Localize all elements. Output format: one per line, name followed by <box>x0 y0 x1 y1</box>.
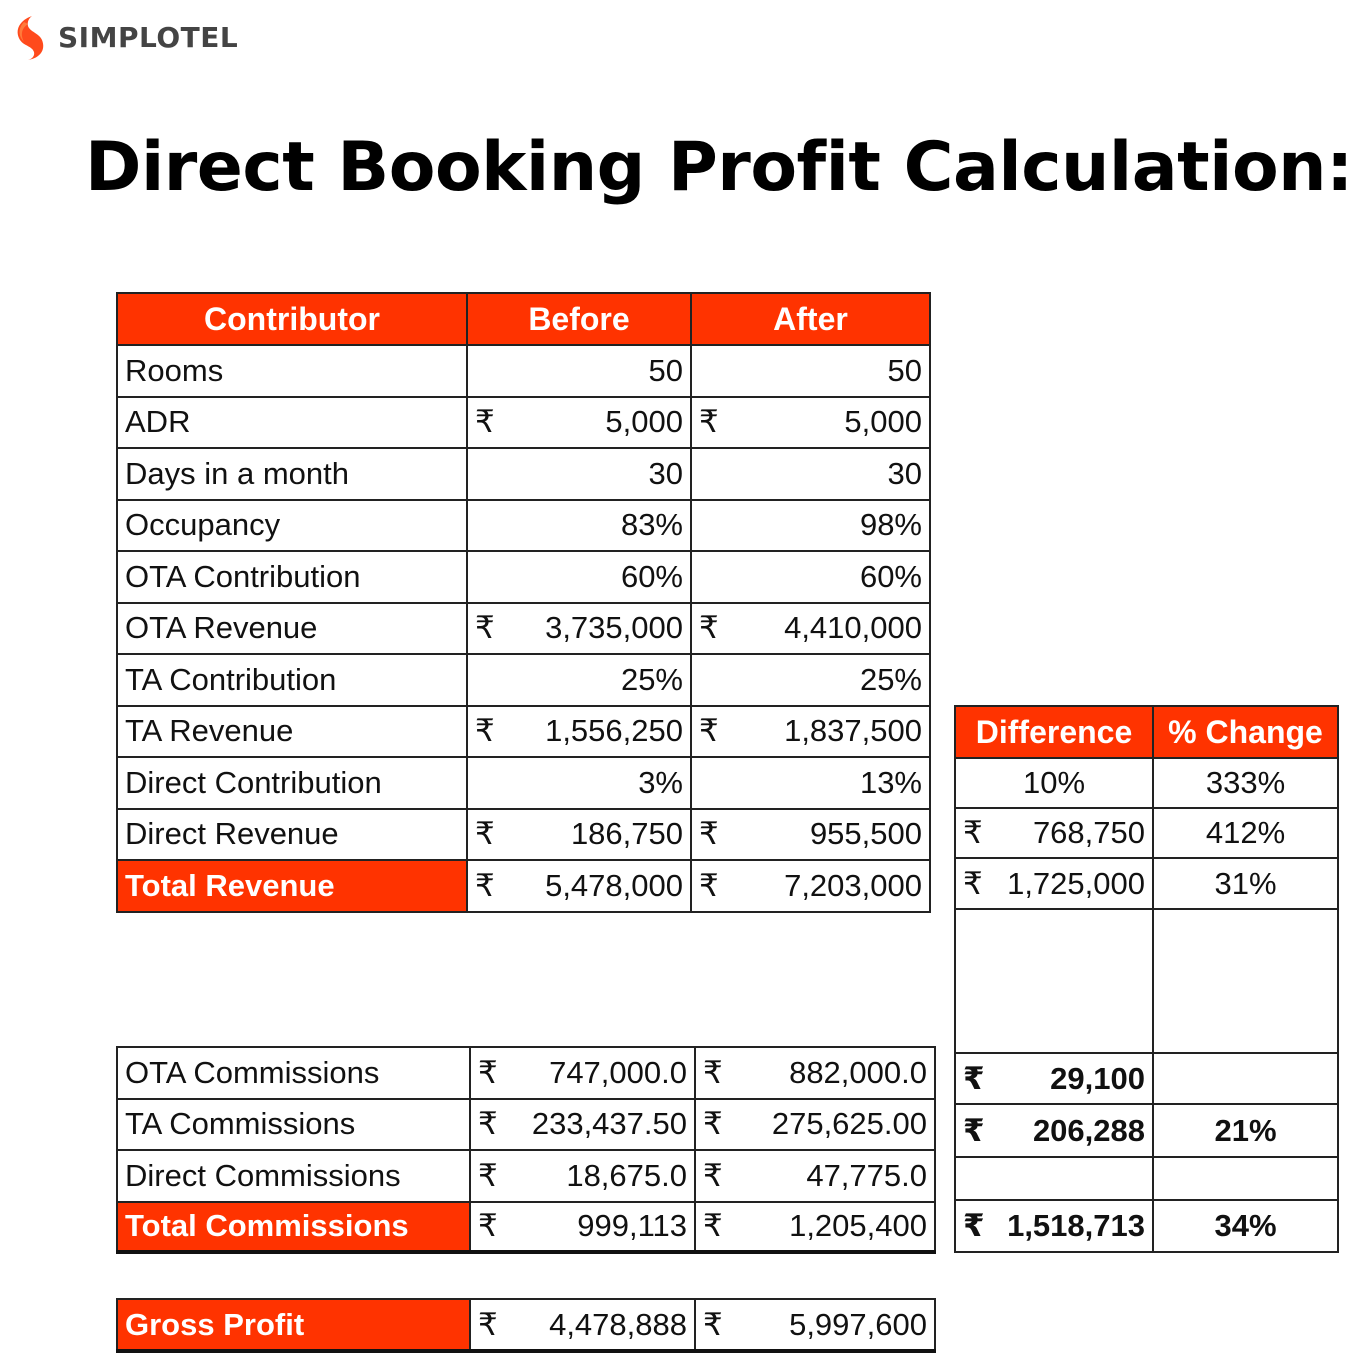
currency-symbol: ₹ <box>703 1157 723 1193</box>
currency-symbol: ₹ <box>963 865 983 901</box>
revenue-row-after <box>691 448 930 500</box>
difference-row <box>955 1053 1338 1104</box>
commission-row <box>117 1150 935 1202</box>
revenue-row-before-value: 3,735,000 <box>545 610 683 646</box>
percent-change-value: 333% <box>1153 758 1338 808</box>
revenue-row-label: Occupancy <box>117 500 467 552</box>
revenue-row-after <box>691 397 930 449</box>
difference-value-value: 206,288 <box>1032 1112 1145 1148</box>
difference-value-content <box>963 1208 1145 1244</box>
commission-row-after <box>695 1150 935 1202</box>
revenue-row-before-content <box>475 662 683 698</box>
revenue-row <box>117 448 930 500</box>
difference-value-content <box>963 1113 1145 1149</box>
revenue-row-before-content <box>475 507 683 543</box>
difference-value <box>955 1104 1153 1157</box>
revenue-row-before-content <box>475 456 683 492</box>
currency-symbol: ₹ <box>703 1208 723 1243</box>
difference-row <box>955 858 1338 909</box>
currency-symbol: ₹ <box>478 1306 498 1342</box>
revenue-row <box>117 500 930 552</box>
revenue-row-after-content <box>699 765 922 801</box>
currency-symbol: ₹ <box>963 815 983 850</box>
commission-row-before-value: 233,437.50 <box>531 1106 687 1142</box>
difference-value <box>955 858 1153 909</box>
total-revenue-row-after-value: 7,203,000 <box>784 867 922 903</box>
revenue-row <box>117 757 930 809</box>
revenue-row-after-content <box>699 662 922 698</box>
gross-profit-row-after <box>695 1299 935 1351</box>
difference-row <box>955 1200 1338 1252</box>
brand-logo <box>10 12 238 62</box>
total-revenue-row-after-content <box>699 868 922 904</box>
total-commissions-row-before-content <box>478 1208 687 1244</box>
total-commissions-row-before-value: 999,113 <box>577 1208 687 1243</box>
revenue-row-before-content <box>475 713 683 749</box>
revenue-row-before-content <box>475 353 683 389</box>
revenue-row-after-value: 4,410,000 <box>784 610 922 646</box>
gross-profit-row-after-value: 5,997,600 <box>789 1306 927 1342</box>
revenue-row-before <box>467 500 691 552</box>
revenue-row <box>117 397 930 449</box>
revenue-row-after-content <box>699 404 922 440</box>
currency-symbol: ₹ <box>963 1208 985 1243</box>
commission-row-after-value: 47,775.0 <box>806 1157 927 1193</box>
revenue-row-after-content <box>699 456 922 492</box>
currency-symbol: ₹ <box>475 867 495 903</box>
revenue-row-before-value: 83% <box>620 507 683 543</box>
commission-row-before-content <box>478 1158 687 1194</box>
revenue-row-after-value: 1,837,500 <box>784 713 922 749</box>
gross-profit-row-before <box>470 1299 695 1351</box>
revenue-row-after-content <box>699 353 922 389</box>
revenue-row-before-content <box>475 404 683 440</box>
header-before: Before <box>467 293 691 345</box>
revenue-row-after-value: 25% <box>859 661 922 697</box>
revenue-row-before-value: 25% <box>620 661 683 697</box>
header-after: After <box>691 293 930 345</box>
commissions-table <box>116 1046 936 1254</box>
revenue-row-after <box>691 551 930 603</box>
percent-change-value: 21% <box>1153 1104 1338 1157</box>
percent-change-value: 31% <box>1153 858 1338 909</box>
revenue-row-label: Direct Revenue <box>117 809 467 861</box>
simplotel-swirl-icon <box>10 12 50 62</box>
currency-symbol: ₹ <box>475 610 495 646</box>
currency-symbol: ₹ <box>699 713 719 749</box>
revenue-row-before-content <box>475 610 683 646</box>
revenue-row-before <box>467 706 691 758</box>
brand-name: SIMPLOTEL <box>58 20 239 54</box>
currency-symbol: ₹ <box>699 867 719 903</box>
difference-row <box>955 1157 1338 1200</box>
revenue-row-after-value: 955,500 <box>809 816 922 852</box>
commission-row-before-value: 747,000.0 <box>549 1054 687 1090</box>
currency-symbol: ₹ <box>699 816 719 852</box>
currency-symbol: ₹ <box>478 1157 498 1193</box>
commission-row <box>117 1047 935 1099</box>
revenue-row-after <box>691 345 930 397</box>
currency-symbol: ₹ <box>475 404 495 440</box>
currency-symbol: ₹ <box>703 1054 723 1090</box>
difference-row <box>955 808 1338 858</box>
revenue-row-before-value: 60% <box>620 558 683 594</box>
revenue-row-after-value: 13% <box>859 764 922 800</box>
commission-row-before <box>470 1047 695 1099</box>
total-revenue-row-after <box>691 860 930 912</box>
revenue-row-before-content <box>475 765 683 801</box>
revenue-row-after <box>691 603 930 655</box>
currency-symbol: ₹ <box>478 1054 498 1090</box>
percent-change-value: 34% <box>1153 1200 1338 1252</box>
currency-symbol: ₹ <box>703 1306 723 1342</box>
total-revenue-row-label: Total Revenue <box>117 860 467 912</box>
difference-value-value: 29,100 <box>1050 1060 1145 1096</box>
difference-row <box>955 758 1338 808</box>
revenue-row-label: ADR <box>117 397 467 449</box>
difference-value <box>955 909 1153 1053</box>
difference-value-value: 768,750 <box>1032 815 1145 850</box>
revenue-row-after-content <box>699 713 922 749</box>
revenue-row-before-value: 50 <box>648 352 683 388</box>
page-title: Direct Booking Profit Calculation: <box>85 128 1353 207</box>
currency-symbol: ₹ <box>475 713 495 749</box>
revenue-row-after-value: 5,000 <box>844 404 922 440</box>
difference-value <box>955 1200 1153 1252</box>
percent-change-value <box>1153 1157 1338 1200</box>
commission-row-label: Direct Commissions <box>117 1150 470 1202</box>
revenue-row-before <box>467 603 691 655</box>
total-commissions-row-before <box>470 1202 695 1252</box>
revenue-row-before <box>467 551 691 603</box>
gross-profit-table <box>116 1298 936 1353</box>
difference-value <box>955 808 1153 858</box>
revenue-row-after-value: 98% <box>859 507 922 543</box>
revenue-row-after-content <box>699 559 922 595</box>
revenue-row-before <box>467 397 691 449</box>
difference-value: 10% <box>955 758 1153 808</box>
currency-symbol: ₹ <box>478 1106 498 1142</box>
commission-row-after-value: 275,625.00 <box>771 1106 927 1142</box>
percent-change-value <box>1153 1053 1338 1104</box>
difference-value-value: 1,518,713 <box>1007 1208 1145 1243</box>
revenue-row-label: TA Contribution <box>117 654 467 706</box>
total-commissions-row-after-content <box>703 1208 927 1244</box>
difference-value-content <box>963 866 1145 902</box>
revenue-row-before <box>467 654 691 706</box>
commission-row-after <box>695 1099 935 1151</box>
revenue-row <box>117 809 930 861</box>
revenue-row-after-content <box>699 816 922 852</box>
commission-row-before <box>470 1099 695 1151</box>
revenue-table <box>116 292 931 913</box>
difference-row <box>955 909 1338 1053</box>
difference-table-header <box>955 706 1338 758</box>
commission-row-label: TA Commissions <box>117 1099 470 1151</box>
currency-symbol: ₹ <box>699 404 719 440</box>
difference-value-content <box>963 815 1145 851</box>
currency-symbol: ₹ <box>963 1060 985 1096</box>
currency-symbol: ₹ <box>475 816 495 852</box>
difference-value <box>955 1053 1153 1104</box>
total-commissions-row-after <box>695 1202 935 1252</box>
commission-row-before <box>470 1150 695 1202</box>
commission-row-label: OTA Commissions <box>117 1047 470 1099</box>
percent-change-value: 412% <box>1153 808 1338 858</box>
commission-row-before-value: 18,675.0 <box>566 1157 687 1193</box>
revenue-row-after <box>691 500 930 552</box>
revenue-row-after-value: 30 <box>887 455 922 491</box>
gross-profit-row <box>117 1299 935 1351</box>
revenue-row-after-value: 60% <box>859 558 922 594</box>
revenue-row-before-content <box>475 559 683 595</box>
header-difference: Difference <box>955 706 1153 758</box>
revenue-row <box>117 654 930 706</box>
revenue-row-label: OTA Contribution <box>117 551 467 603</box>
revenue-row <box>117 345 930 397</box>
revenue-row-after <box>691 757 930 809</box>
gross-profit-row-label: Gross Profit <box>117 1299 470 1351</box>
revenue-row-after-value: 50 <box>887 352 922 388</box>
revenue-row-before <box>467 757 691 809</box>
total-commissions-row-label: Total Commissions <box>117 1202 470 1252</box>
total-revenue-row-before-content <box>475 868 683 904</box>
total-commissions-row <box>117 1202 935 1252</box>
revenue-row-label: TA Revenue <box>117 706 467 758</box>
revenue-row-label: Direct Contribution <box>117 757 467 809</box>
revenue-row-label: Rooms <box>117 345 467 397</box>
revenue-row-after <box>691 706 930 758</box>
difference-value-content <box>963 1061 1145 1097</box>
revenue-row-after-content <box>699 610 922 646</box>
commission-row-after-content <box>703 1158 927 1194</box>
percent-change-value <box>1153 909 1338 1053</box>
revenue-row-before-value: 186,750 <box>570 816 683 852</box>
revenue-row-before <box>467 345 691 397</box>
revenue-row <box>117 603 930 655</box>
header-change: % Change <box>1153 706 1338 758</box>
revenue-row <box>117 551 930 603</box>
revenue-row-before-content <box>475 816 683 852</box>
revenue-table-header <box>117 293 930 345</box>
revenue-row <box>117 706 930 758</box>
difference-row <box>955 1104 1338 1157</box>
currency-symbol: ₹ <box>478 1208 498 1243</box>
currency-symbol: ₹ <box>703 1106 723 1142</box>
currency-symbol: ₹ <box>699 610 719 646</box>
header-contributor: Contributor <box>117 293 467 345</box>
difference-table <box>954 705 1339 1253</box>
gross-profit-row-before-content <box>478 1307 687 1343</box>
revenue-row-before-value: 3% <box>638 764 683 800</box>
revenue-row-label: Days in a month <box>117 448 467 500</box>
revenue-row-before-value: 5,000 <box>605 404 683 440</box>
revenue-row-before <box>467 809 691 861</box>
total-revenue-row-before-value: 5,478,000 <box>545 867 683 903</box>
difference-value-value: 1,725,000 <box>1007 865 1145 901</box>
commission-row-before-content <box>478 1055 687 1091</box>
revenue-row-before-value: 30 <box>648 455 683 491</box>
revenue-row-after <box>691 809 930 861</box>
revenue-row-before <box>467 448 691 500</box>
commission-row-after-value: 882,000.0 <box>789 1054 927 1090</box>
total-commissions-row-after-value: 1,205,400 <box>789 1208 927 1243</box>
commission-row-after <box>695 1047 935 1099</box>
total-revenue-row <box>117 860 930 912</box>
revenue-row-before-value: 1,556,250 <box>545 713 683 749</box>
gross-profit-row-after-content <box>703 1307 927 1343</box>
commission-row-after-content <box>703 1106 927 1142</box>
revenue-row-label: OTA Revenue <box>117 603 467 655</box>
commission-row <box>117 1099 935 1151</box>
currency-symbol: ₹ <box>963 1112 985 1148</box>
difference-value <box>955 1157 1153 1200</box>
gross-profit-row-before-value: 4,478,888 <box>549 1306 687 1342</box>
commission-row-before-content <box>478 1106 687 1142</box>
revenue-row-after-content <box>699 507 922 543</box>
revenue-row-after <box>691 654 930 706</box>
total-revenue-row-before <box>467 860 691 912</box>
commission-row-after-content <box>703 1055 927 1091</box>
